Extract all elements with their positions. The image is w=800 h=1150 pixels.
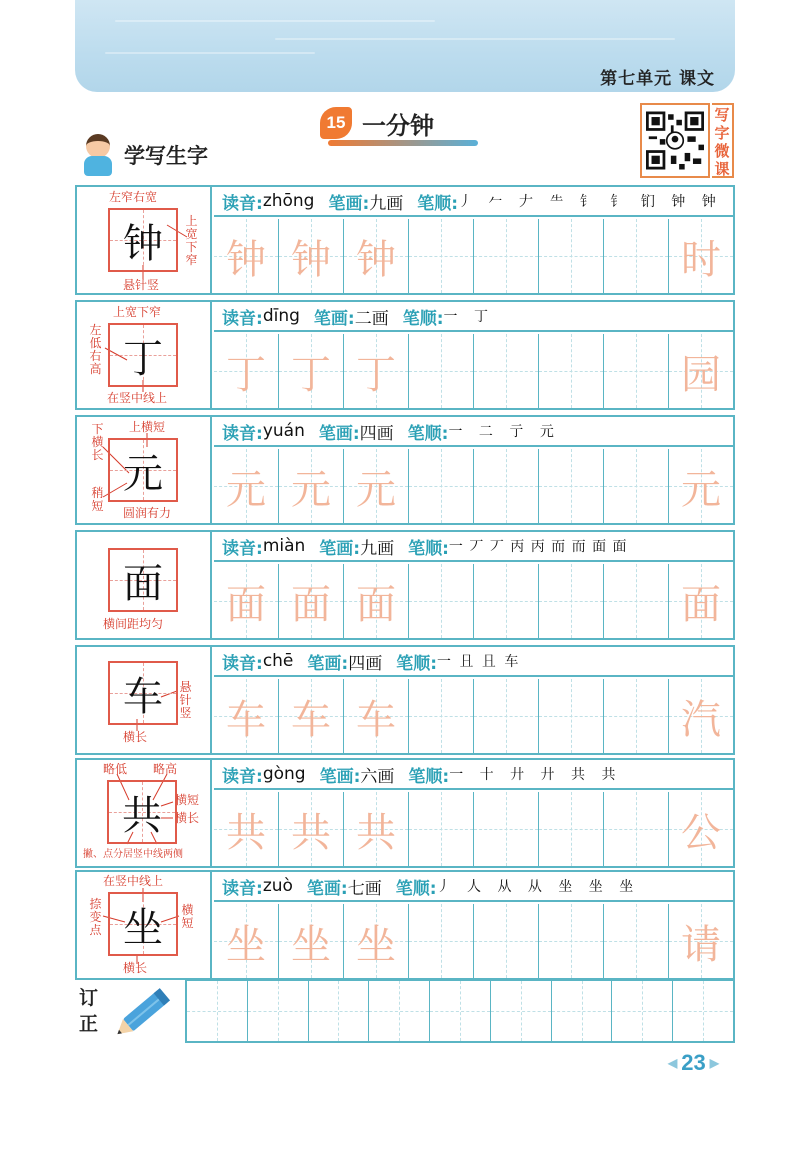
grid-cell[interactable] <box>279 904 344 978</box>
trace-char <box>409 334 473 408</box>
grid-cell[interactable] <box>612 981 673 1041</box>
trace-char: 坐 <box>226 921 266 968</box>
section-title <box>78 130 208 180</box>
info-line <box>214 872 733 902</box>
trace-char: 面 <box>291 581 331 628</box>
pencil-icon <box>105 977 185 1045</box>
grid-cell[interactable] <box>214 449 279 523</box>
grid-cell[interactable] <box>214 564 279 638</box>
pinyin-value: zhōng <box>262 191 315 211</box>
stroke-order: 一 丁 <box>443 309 494 325</box>
char-box <box>108 548 178 612</box>
trace-char <box>409 564 473 638</box>
strokes-label: 笔画: <box>328 193 370 214</box>
grid-cell[interactable] <box>214 904 279 978</box>
pinyin-value: yuán <box>262 421 305 441</box>
char-glyph: 丁 <box>123 335 163 382</box>
correction-area <box>75 975 735 1045</box>
grid-cell[interactable] <box>430 981 491 1041</box>
grid-cell[interactable] <box>344 904 409 978</box>
strokes-label: 笔画: <box>313 308 355 329</box>
char-glyph: 元 <box>123 450 163 497</box>
char-row-gong <box>75 758 735 868</box>
pinyin-value: zuò <box>262 876 293 896</box>
grid-cell[interactable] <box>669 219 733 293</box>
grid-cell[interactable] <box>474 679 539 753</box>
char-tip: 上宽下窄 <box>185 214 198 267</box>
char-tip: 横长 <box>175 811 200 825</box>
stroke-order: 丿 人 从 从 坐 坐 坐 <box>436 879 640 895</box>
grid-cell[interactable] <box>279 449 344 523</box>
correction-label: 订正 <box>79 987 99 1035</box>
pinyin-label: 读音: <box>222 653 263 674</box>
section-title-label: 学写生字 <box>124 140 208 170</box>
trace-char <box>409 219 473 293</box>
trace-char: 面 <box>681 581 721 628</box>
trace-char: 丁 <box>291 351 331 398</box>
info-line <box>214 647 733 677</box>
grid-cell[interactable] <box>309 981 370 1041</box>
trace-char: 元 <box>681 466 721 513</box>
lesson-title-text: 一分钟 <box>362 111 434 140</box>
grid-cell[interactable] <box>669 679 733 753</box>
grid-cell[interactable] <box>474 792 539 866</box>
trace-char: 丁 <box>356 351 396 398</box>
unit-label: 第七单元 课文 <box>600 69 715 89</box>
grid-cell[interactable] <box>669 564 733 638</box>
trace-char <box>604 449 668 523</box>
strokes-label: 笔画: <box>318 423 360 444</box>
stroke-order: 丿 𠂉 𠂇 ⺧ 钅 钅 钔 钟 钟 <box>458 194 722 210</box>
trace-char: 坐 <box>356 921 396 968</box>
order-label: 笔顺: <box>396 653 438 674</box>
stroke-order: 一 二 亍 元 <box>448 424 560 440</box>
trace-char: 时 <box>681 236 721 283</box>
trace-char <box>604 904 668 978</box>
trace-char <box>539 334 603 408</box>
grid-cell[interactable] <box>552 981 613 1041</box>
char-tip: 左低右高 <box>89 323 102 376</box>
trace-char <box>604 564 668 638</box>
correction-grid <box>185 979 735 1043</box>
pinyin-label: 读音: <box>222 538 263 559</box>
grid-cell[interactable] <box>344 449 409 523</box>
grid-cell[interactable] <box>409 334 474 408</box>
order-label: 笔顺: <box>408 766 450 787</box>
grid-cell[interactable] <box>604 219 669 293</box>
strokes-label: 笔画: <box>307 653 349 674</box>
grid-cell[interactable] <box>279 564 344 638</box>
grid-cell[interactable] <box>474 334 539 408</box>
trace-char: 钟 <box>291 236 331 283</box>
char-tip: 圆润有力 <box>123 506 172 520</box>
trace-char: 汽 <box>681 696 721 743</box>
grid-cell[interactable] <box>214 792 279 866</box>
grid-cell[interactable] <box>669 449 733 523</box>
char-box <box>108 438 178 502</box>
grid-cell[interactable] <box>344 792 409 866</box>
qr-label: 写字微课 <box>712 103 734 178</box>
trace-char: 元 <box>226 466 266 513</box>
char-tip: 在竖中线上 <box>103 874 164 888</box>
order-label: 笔顺: <box>408 538 449 559</box>
grid-cell[interactable] <box>604 449 669 523</box>
info-line <box>214 760 733 790</box>
strokes-label: 笔画: <box>319 766 361 787</box>
char-cell <box>77 872 212 978</box>
page-number-value: 23 <box>681 1050 706 1075</box>
trace-char: 元 <box>291 466 331 513</box>
grid-cell[interactable] <box>539 904 604 978</box>
char-row-zuo <box>75 870 735 980</box>
pinyin-value: dīng <box>262 306 300 326</box>
order-label: 笔顺: <box>407 423 449 444</box>
char-tip: 略高 <box>153 762 178 776</box>
order-label: 笔顺: <box>395 878 437 899</box>
pinyin-label: 读音: <box>222 193 263 214</box>
writing-grid <box>214 564 733 638</box>
trace-char: 坐 <box>291 921 331 968</box>
grid-cell[interactable] <box>344 219 409 293</box>
info-line <box>214 187 733 217</box>
grid-cell[interactable] <box>491 981 552 1041</box>
grid-cell[interactable] <box>474 219 539 293</box>
trace-char <box>409 679 473 753</box>
trace-char <box>604 334 668 408</box>
grid-cell[interactable] <box>279 679 344 753</box>
grid-cell[interactable] <box>604 564 669 638</box>
trace-char: 共 <box>356 809 396 856</box>
grid-cell[interactable] <box>604 334 669 408</box>
grid-cell[interactable] <box>539 792 604 866</box>
trace-char: 丁 <box>226 351 266 398</box>
trace-char: 车 <box>226 696 266 743</box>
trace-char: 请 <box>681 921 721 968</box>
char-tip: 下横长 <box>91 422 104 462</box>
grid-cell[interactable] <box>669 792 733 866</box>
char-row-che <box>75 645 735 755</box>
char-glyph: 车 <box>123 673 163 720</box>
grid-cell[interactable] <box>539 449 604 523</box>
grid-cell[interactable] <box>248 981 309 1041</box>
char-tip: 稍短 <box>91 486 104 513</box>
page-number <box>668 1050 719 1076</box>
char-row-mian <box>75 530 735 640</box>
grid-cell[interactable] <box>279 219 344 293</box>
grid-cell[interactable] <box>409 679 474 753</box>
qr-code[interactable] <box>640 103 710 178</box>
grid-cell[interactable] <box>409 564 474 638</box>
grid-cell[interactable] <box>214 334 279 408</box>
pinyin-value: gòng <box>262 764 306 784</box>
strokes-label: 笔画: <box>306 878 348 899</box>
char-tip: 悬针竖 <box>123 278 160 292</box>
grid-cell[interactable] <box>409 219 474 293</box>
trace-char: 车 <box>356 696 396 743</box>
grid-cell[interactable] <box>474 904 539 978</box>
chevron-left-icon: ◀ <box>668 1056 678 1070</box>
stroke-order: 一 十 廾 廾 共 共 <box>449 767 622 783</box>
trace-char <box>474 334 538 408</box>
trace-char <box>409 449 473 523</box>
trace-char <box>604 219 668 293</box>
grid-cell[interactable] <box>187 981 248 1041</box>
trace-char <box>539 792 603 866</box>
grid-cell[interactable] <box>604 792 669 866</box>
grid-cell[interactable] <box>669 334 733 408</box>
trace-char <box>474 679 538 753</box>
char-tip: 在竖中线上 <box>107 391 168 405</box>
lesson-title <box>320 106 434 140</box>
grid-cell[interactable] <box>344 334 409 408</box>
char-tip: 横间距均匀 <box>103 617 164 631</box>
writing-grid <box>214 334 733 408</box>
grid-cell[interactable] <box>344 679 409 753</box>
char-glyph: 共 <box>122 792 162 839</box>
grid-cell[interactable] <box>409 792 474 866</box>
trace-char <box>409 904 473 978</box>
trace-char <box>474 449 538 523</box>
trace-char <box>539 564 603 638</box>
writing-grid <box>214 792 733 866</box>
trace-char: 园 <box>681 351 721 398</box>
trace-char: 元 <box>356 466 396 513</box>
char-tip: 略低 <box>103 762 128 776</box>
char-box <box>108 892 178 956</box>
char-cell <box>77 760 212 866</box>
strokes-value: 七画 <box>347 878 382 899</box>
pinyin-label: 读音: <box>222 878 263 899</box>
strokes-label: 笔画: <box>319 538 361 559</box>
writing-grid <box>214 219 733 293</box>
char-row-yuan <box>75 415 735 525</box>
char-box <box>108 661 178 725</box>
char-row-ding <box>75 300 735 410</box>
char-row-zhong <box>75 185 735 295</box>
strokes-value: 九画 <box>369 193 404 214</box>
strokes-value: 四画 <box>359 423 394 444</box>
grid-cell[interactable] <box>474 449 539 523</box>
writing-grid <box>214 449 733 523</box>
char-cell <box>77 647 212 753</box>
trace-char <box>474 564 538 638</box>
grid-cell[interactable] <box>669 904 733 978</box>
char-cell <box>77 532 212 638</box>
grid-cell[interactable] <box>409 449 474 523</box>
pinyin-label: 读音: <box>222 308 263 329</box>
pinyin-label: 读音: <box>222 766 263 787</box>
grid-cell[interactable] <box>214 679 279 753</box>
trace-char <box>539 679 603 753</box>
trace-char <box>539 904 603 978</box>
char-tip: 横长 <box>123 961 148 975</box>
char-cell <box>77 302 212 408</box>
grid-cell[interactable] <box>369 981 430 1041</box>
char-glyph: 面 <box>123 560 163 607</box>
trace-char <box>474 792 538 866</box>
grid-cell[interactable] <box>604 904 669 978</box>
info-line <box>214 302 733 332</box>
trace-char: 共 <box>226 809 266 856</box>
writing-grid <box>214 679 733 753</box>
char-tip: 捺变点 <box>89 897 102 937</box>
kid-illustration <box>78 132 118 178</box>
char-tip: 横短 <box>175 793 200 807</box>
char-cell <box>77 187 212 293</box>
grid-cell[interactable] <box>539 334 604 408</box>
grid-cell[interactable] <box>344 564 409 638</box>
trace-char <box>604 792 668 866</box>
info-line <box>214 417 733 447</box>
stroke-order: 一 𠀇 𠀇 车 <box>437 654 521 670</box>
trace-char <box>409 792 473 866</box>
char-tip: 左窄右宽 <box>109 190 158 204</box>
trace-char: 公 <box>681 809 721 856</box>
char-glyph: 钟 <box>123 220 163 267</box>
grid-cell[interactable] <box>539 219 604 293</box>
grid-cell[interactable] <box>539 564 604 638</box>
order-label: 笔顺: <box>402 308 444 329</box>
grid-cell[interactable] <box>214 219 279 293</box>
trace-char: 钟 <box>226 236 266 283</box>
lesson-title-underline <box>328 140 478 146</box>
order-label: 笔顺: <box>417 193 459 214</box>
trace-char: 钟 <box>356 236 396 283</box>
chevron-right-icon: ▶ <box>709 1056 719 1070</box>
grid-cell[interactable] <box>409 904 474 978</box>
info-line <box>214 532 733 562</box>
trace-char: 共 <box>291 809 331 856</box>
strokes-value: 四画 <box>348 653 383 674</box>
char-box <box>108 208 178 272</box>
pinyin-label: 读音: <box>222 423 263 444</box>
char-cell <box>77 417 212 523</box>
char-box <box>107 780 177 844</box>
trace-char: 面 <box>226 581 266 628</box>
trace-char: 车 <box>291 696 331 743</box>
qr-code-icon <box>646 109 704 172</box>
char-box <box>108 323 178 387</box>
char-tip: 上横短 <box>129 420 166 434</box>
pinyin-value: chē <box>262 651 294 671</box>
stroke-order: 一 丆 丆 丙 丙 而 而 面 面 <box>448 539 628 555</box>
char-tip: 上宽下窄 <box>113 305 162 319</box>
trace-char <box>474 219 538 293</box>
grid-cell[interactable] <box>539 679 604 753</box>
lesson-number-badge: 15 <box>320 107 352 139</box>
header-banner <box>75 0 735 92</box>
trace-char <box>474 904 538 978</box>
char-glyph: 坐 <box>123 904 163 951</box>
grid-cell[interactable] <box>279 792 344 866</box>
grid-cell[interactable] <box>279 334 344 408</box>
grid-cell[interactable] <box>604 679 669 753</box>
char-tip: 横短 <box>181 903 194 930</box>
pinyin-value: miàn <box>262 536 306 556</box>
char-tip: 横长 <box>123 730 148 744</box>
writing-grid <box>214 904 733 978</box>
strokes-value: 二画 <box>354 308 389 329</box>
trace-char <box>604 679 668 753</box>
grid-cell[interactable] <box>673 981 733 1041</box>
char-tip: 悬针竖 <box>179 680 192 720</box>
strokes-value: 六画 <box>360 766 395 787</box>
trace-char <box>539 449 603 523</box>
trace-char <box>539 219 603 293</box>
grid-cell[interactable] <box>474 564 539 638</box>
char-tip: 撇、点分居竖中线两侧 <box>83 849 183 860</box>
trace-char: 面 <box>356 581 396 628</box>
strokes-value: 九画 <box>360 538 395 559</box>
